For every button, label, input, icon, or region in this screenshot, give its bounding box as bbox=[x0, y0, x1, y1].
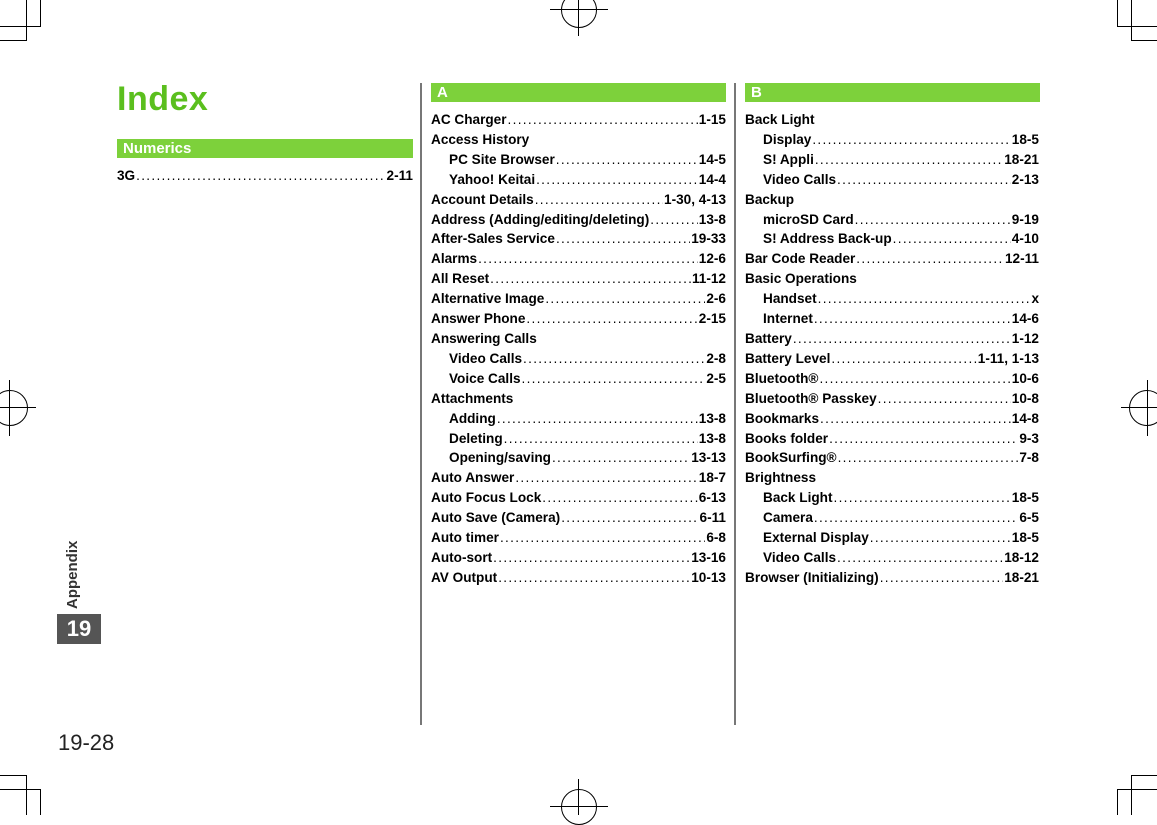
entry-page: 14-8 bbox=[1011, 410, 1039, 426]
entry-page: 2-8 bbox=[706, 350, 726, 366]
index-entry bbox=[745, 409, 1039, 429]
entry-label: Answer Phone bbox=[431, 311, 526, 327]
entry-page: 13-8 bbox=[698, 211, 726, 227]
entry-label: Opening/saving bbox=[449, 450, 551, 466]
entry-label: After-Sales Service bbox=[431, 231, 555, 247]
entry-page: 12-6 bbox=[698, 251, 726, 267]
entry-page: 10-6 bbox=[1011, 370, 1039, 386]
entry-label: Bluetooth® Passkey bbox=[745, 390, 877, 406]
entry-label: Access History bbox=[431, 131, 530, 147]
entry-page: 1-12 bbox=[1011, 330, 1039, 346]
entry-label: 3G bbox=[117, 168, 136, 183]
index-subentry bbox=[745, 150, 1039, 170]
entry-label: Back Light bbox=[745, 112, 815, 127]
index-subentry bbox=[745, 289, 1039, 309]
entry-label: Video Calls bbox=[763, 549, 837, 565]
entry-label: microSD Card bbox=[763, 211, 854, 227]
entry-label: S! Address Back-up bbox=[763, 231, 892, 247]
crop-mark bbox=[0, 789, 41, 790]
index-entry bbox=[431, 269, 726, 289]
index-column-b bbox=[745, 110, 1039, 588]
index-entry bbox=[745, 110, 1039, 130]
index-entry bbox=[431, 568, 726, 588]
entry-page: 10-13 bbox=[691, 569, 726, 585]
section-heading-numerics: Numerics bbox=[117, 139, 413, 158]
crop-mark bbox=[1117, 789, 1118, 815]
index-subentry bbox=[745, 528, 1039, 548]
index-subentry bbox=[745, 130, 1039, 150]
entry-page: 13-13 bbox=[691, 450, 726, 466]
entry-label: Auto timer bbox=[431, 530, 499, 546]
index-entry bbox=[431, 210, 726, 230]
crop-mark bbox=[1117, 26, 1157, 27]
index-entry bbox=[745, 389, 1039, 409]
entry-page: 1-15 bbox=[698, 112, 726, 127]
index-subentry bbox=[745, 170, 1039, 190]
registration-mark-top bbox=[561, 0, 597, 28]
entry-label: Books folder bbox=[745, 430, 829, 446]
registration-cross bbox=[1147, 380, 1148, 436]
entry-label: Auto Save (Camera) bbox=[431, 510, 561, 526]
crop-mark bbox=[0, 40, 26, 41]
chapter-tab: 19 bbox=[57, 614, 101, 644]
section-heading-a: A bbox=[431, 83, 726, 102]
index-entry bbox=[431, 468, 726, 488]
entry-label: BookSurfing® bbox=[745, 450, 837, 466]
index-subentry bbox=[431, 448, 726, 468]
entry-label: PC Site Browser bbox=[449, 151, 555, 167]
entry-page: 18-21 bbox=[1004, 569, 1039, 585]
entry-label: Backup bbox=[745, 191, 795, 207]
entry-page: x bbox=[1031, 291, 1039, 307]
index-subentry bbox=[745, 229, 1039, 249]
section-heading-b: B bbox=[745, 83, 1040, 102]
entry-label: Answering Calls bbox=[431, 330, 537, 346]
index-subentry bbox=[431, 170, 726, 190]
entry-label: Handset bbox=[763, 291, 817, 307]
crop-mark bbox=[0, 26, 41, 27]
index-subentry bbox=[431, 369, 726, 389]
entry-page: 6-13 bbox=[698, 490, 726, 506]
entry-label: Address (Adding/editing/deleting) bbox=[431, 211, 650, 227]
entry-page: 18-21 bbox=[1004, 151, 1039, 167]
registration-mark-left bbox=[0, 390, 28, 426]
index-entry bbox=[431, 229, 726, 249]
entry-page: 14-5 bbox=[698, 151, 726, 167]
index-entry bbox=[745, 269, 1039, 289]
page-number: 19-28 bbox=[58, 730, 115, 755]
crop-mark bbox=[40, 789, 41, 815]
index-subentry bbox=[431, 409, 726, 429]
crop-mark bbox=[1117, 0, 1118, 26]
entry-label: AC Charger bbox=[431, 112, 507, 127]
index-subentry bbox=[745, 210, 1039, 230]
page-title: Index bbox=[117, 80, 209, 118]
entry-page: 9-19 bbox=[1011, 211, 1039, 227]
index-entry bbox=[431, 528, 726, 548]
registration-cross bbox=[9, 380, 10, 436]
entry-label: S! Appli bbox=[763, 151, 814, 167]
index-column-numerics bbox=[117, 166, 413, 186]
entry-label: Internet bbox=[763, 311, 813, 327]
entry-label: External Display bbox=[763, 530, 869, 546]
entry-label: All Reset bbox=[431, 271, 490, 287]
index-column-a bbox=[431, 110, 726, 588]
entry-label: Bookmarks bbox=[745, 410, 820, 426]
index-entry bbox=[431, 249, 726, 269]
index-entry bbox=[745, 349, 1039, 369]
entry-label: Yahoo! Keitai bbox=[449, 171, 536, 187]
crop-mark bbox=[1131, 775, 1132, 815]
registration-cross bbox=[0, 407, 36, 408]
entry-label: Display bbox=[763, 131, 812, 147]
index-entry bbox=[745, 190, 1039, 210]
index-subentry bbox=[431, 429, 726, 449]
entry-label: Alternative Image bbox=[431, 291, 545, 307]
entry-page: 2-11 bbox=[386, 168, 413, 183]
index-entry bbox=[745, 568, 1039, 588]
index-entry bbox=[431, 389, 726, 409]
entry-label: Basic Operations bbox=[745, 271, 857, 287]
index-entry bbox=[431, 329, 726, 349]
column-divider bbox=[420, 83, 422, 725]
entry-page: 13-8 bbox=[698, 410, 726, 426]
column-divider bbox=[734, 83, 736, 725]
entry-page: 6-8 bbox=[706, 530, 726, 546]
entry-page: 18-5 bbox=[1011, 530, 1039, 546]
index-entry bbox=[745, 329, 1039, 349]
entry-page: 4-10 bbox=[1011, 231, 1039, 247]
index-subentry bbox=[745, 508, 1039, 528]
entry-label: Deleting bbox=[449, 430, 503, 446]
entry-page: 6-5 bbox=[1019, 510, 1039, 526]
index-entry bbox=[117, 166, 413, 186]
index-subentry bbox=[431, 150, 726, 170]
entry-page: 2-13 bbox=[1011, 171, 1039, 187]
entry-page: 9-3 bbox=[1019, 430, 1039, 446]
entry-label: Video Calls bbox=[449, 350, 523, 366]
entry-page: 18-5 bbox=[1011, 490, 1039, 506]
crop-mark bbox=[0, 775, 26, 776]
entry-label: Alarms bbox=[431, 251, 478, 267]
index-entry bbox=[431, 289, 726, 309]
entry-page: 6-11 bbox=[699, 510, 726, 526]
index-subentry bbox=[745, 488, 1039, 508]
index-entry bbox=[745, 429, 1039, 449]
entry-page: 7-8 bbox=[1019, 450, 1039, 466]
index-subentry bbox=[431, 349, 726, 369]
entry-page: 1-11, 1-13 bbox=[977, 350, 1039, 366]
entry-page: 19-33 bbox=[691, 231, 726, 247]
index-entry bbox=[745, 448, 1039, 468]
crop-mark bbox=[1131, 0, 1132, 41]
entry-label: Back Light bbox=[763, 490, 833, 506]
chapter-side-label: Appendix bbox=[64, 540, 81, 609]
entry-page: 2-5 bbox=[706, 370, 726, 386]
crop-mark bbox=[1131, 775, 1157, 776]
entry-page: 18-7 bbox=[698, 470, 726, 486]
entry-page: 14-6 bbox=[1011, 311, 1039, 327]
entry-page: 13-16 bbox=[691, 549, 726, 565]
crop-mark bbox=[26, 0, 27, 41]
entry-label: Battery Level bbox=[745, 350, 831, 366]
index-entry bbox=[431, 190, 726, 210]
index-entry bbox=[431, 488, 726, 508]
entry-label: Battery bbox=[745, 330, 792, 346]
entry-label: Auto Focus Lock bbox=[431, 490, 542, 506]
entry-page: 18-5 bbox=[1011, 131, 1039, 147]
index-entry bbox=[431, 130, 726, 150]
index-entry bbox=[431, 110, 726, 130]
index-subentry bbox=[745, 548, 1039, 568]
registration-mark-bottom bbox=[561, 789, 597, 825]
entry-label: Auto-sort bbox=[431, 549, 493, 565]
entry-label: Adding bbox=[449, 410, 496, 426]
entry-page: 11-12 bbox=[691, 271, 726, 287]
entry-page: 13-8 bbox=[698, 430, 726, 446]
registration-cross bbox=[550, 806, 608, 807]
index-entry bbox=[431, 548, 726, 568]
entry-label: Browser (Initializing) bbox=[745, 569, 879, 585]
index-entry bbox=[745, 249, 1039, 269]
crop-mark bbox=[26, 775, 27, 815]
entry-page: 2-6 bbox=[706, 291, 726, 307]
registration-cross bbox=[550, 9, 608, 10]
entry-label: Video Calls bbox=[763, 171, 837, 187]
entry-page: 2-15 bbox=[698, 311, 726, 327]
entry-label: Camera bbox=[763, 510, 813, 526]
entry-label: Auto Answer bbox=[431, 470, 515, 486]
entry-label: Account Details bbox=[431, 191, 534, 207]
index-entry bbox=[431, 508, 726, 528]
entry-page: 12-11 bbox=[1004, 251, 1039, 267]
entry-label: Bar Code Reader bbox=[745, 251, 856, 267]
crop-mark bbox=[40, 0, 41, 26]
index-entry bbox=[745, 468, 1039, 488]
registration-mark-right bbox=[1129, 390, 1157, 426]
crop-mark bbox=[1117, 789, 1157, 790]
index-entry bbox=[431, 309, 726, 329]
registration-cross bbox=[578, 779, 579, 815]
index-entry bbox=[745, 369, 1039, 389]
crop-mark bbox=[1131, 40, 1157, 41]
entry-label: Brightness bbox=[745, 470, 817, 486]
entry-page: 1-30, 4-13 bbox=[664, 191, 726, 207]
registration-cross bbox=[578, 0, 579, 36]
entry-page: 14-4 bbox=[698, 171, 726, 187]
index-subentry bbox=[745, 309, 1039, 329]
entry-label: AV Output bbox=[431, 569, 498, 585]
entry-label: Bluetooth® bbox=[745, 370, 819, 386]
entry-page: 10-8 bbox=[1011, 390, 1039, 406]
entry-page: 18-12 bbox=[1004, 549, 1039, 565]
registration-cross bbox=[1121, 407, 1157, 408]
entry-label: Voice Calls bbox=[449, 370, 521, 386]
entry-label: Attachments bbox=[431, 390, 514, 406]
